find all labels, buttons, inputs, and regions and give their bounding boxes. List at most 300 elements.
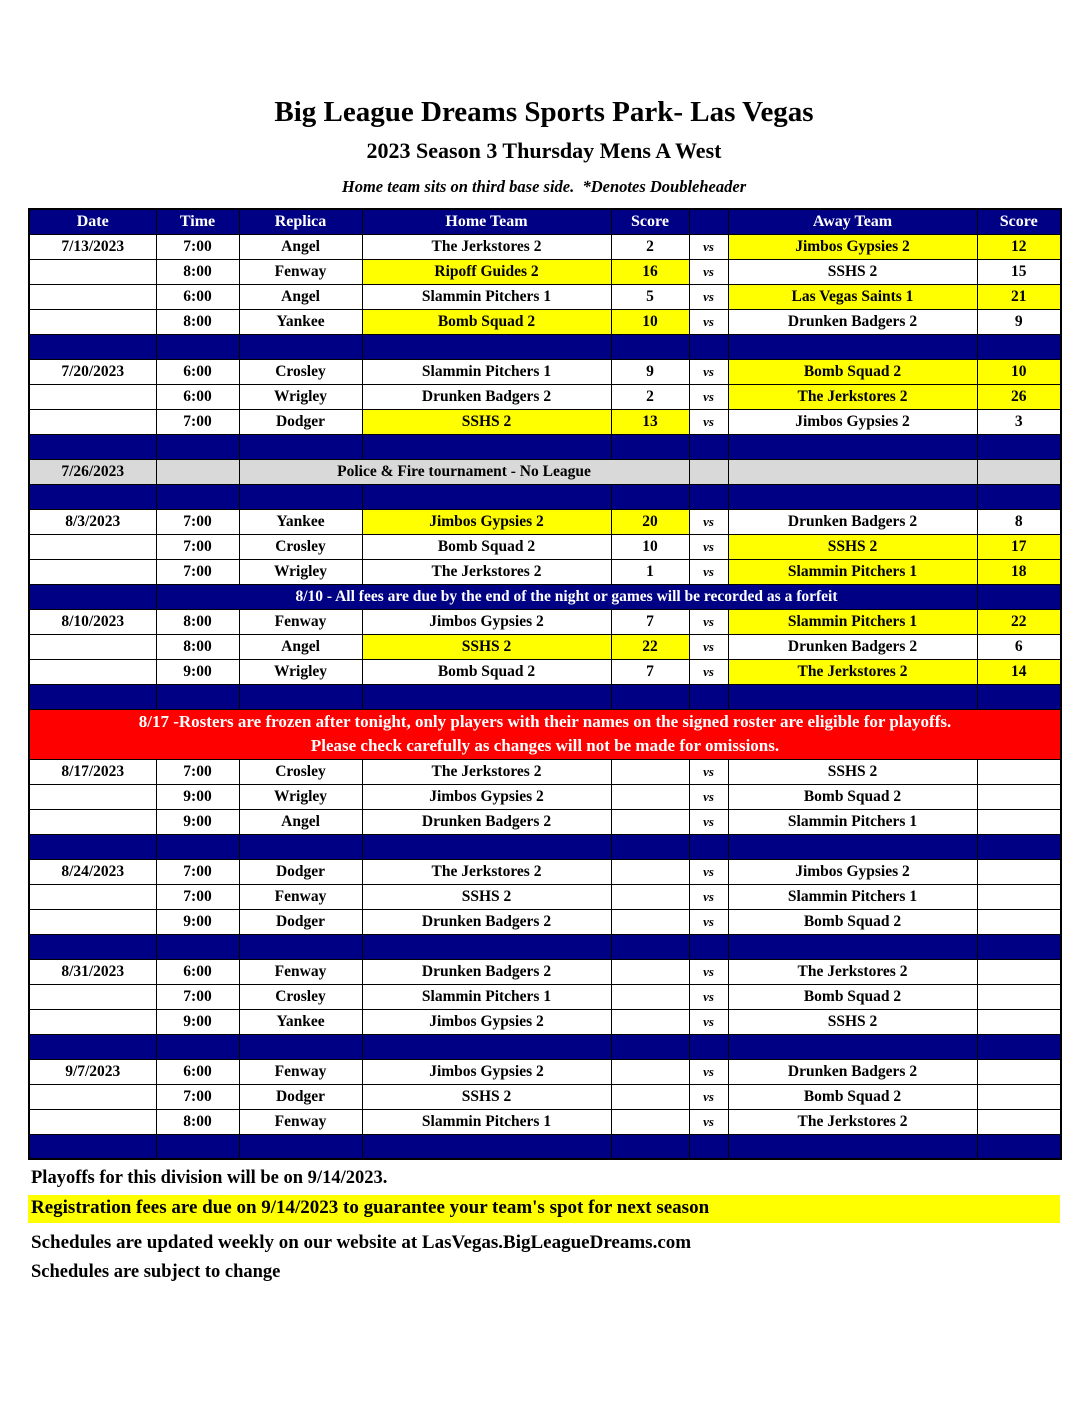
separator-cell	[156, 934, 239, 959]
replica-cell: Angel	[239, 234, 362, 259]
separator-cell	[29, 1134, 156, 1159]
website-note: Schedules are updated weekly on our website at LasVegas.BigLeagueDreams.com	[31, 1232, 692, 1254]
separator-cell	[728, 434, 977, 459]
separator-cell	[689, 934, 728, 959]
date-cell	[29, 309, 156, 334]
separator-cell	[362, 934, 611, 959]
separator-row	[29, 434, 1061, 459]
game-row	[29, 1109, 1061, 1134]
game-row	[29, 809, 1061, 834]
away-score-cell	[977, 1059, 1061, 1084]
notice-text-cell: 8/10 - All fees are due by the end of the night or games will be recorded as a forfeit	[156, 584, 977, 609]
away-team-cell: SSHS 2	[728, 259, 977, 284]
time-cell: 8:00	[156, 259, 239, 284]
date-cell: 7/13/2023	[29, 234, 156, 259]
replica-cell: Yankee	[239, 509, 362, 534]
away-team-cell: Drunken Badgers 2	[728, 634, 977, 659]
time-cell	[156, 459, 239, 484]
date-cell	[29, 909, 156, 934]
replica-cell: Fenway	[239, 1059, 362, 1084]
separator-cell	[611, 684, 689, 709]
away-score-cell: 22	[977, 609, 1061, 634]
home-team-cell: Drunken Badgers 2	[362, 909, 611, 934]
home-score-cell	[611, 809, 689, 834]
replica-cell: Angel	[239, 284, 362, 309]
date-cell	[29, 259, 156, 284]
game-row	[29, 534, 1061, 559]
vs-cell: vs	[689, 759, 728, 784]
replica-cell: Crosley	[239, 359, 362, 384]
home-team-cell: Slammin Pitchers 1	[362, 984, 611, 1009]
vs-cell: vs	[689, 1109, 728, 1134]
schedule-content	[28, 0, 1060, 1283]
separator-cell	[156, 834, 239, 859]
vs-cell: vs	[689, 1084, 728, 1109]
separator-cell	[362, 334, 611, 359]
home-score-cell	[611, 759, 689, 784]
replica-cell: Yankee	[239, 309, 362, 334]
separator-cell	[156, 1034, 239, 1059]
separator-cell	[689, 484, 728, 509]
away-score-cell	[977, 984, 1061, 1009]
game-row	[29, 884, 1061, 909]
home-team-cell: Ripoff Guides 2	[362, 259, 611, 284]
away-team-cell: Slammin Pitchers 1	[728, 809, 977, 834]
game-row	[29, 784, 1061, 809]
replica-cell: Crosley	[239, 984, 362, 1009]
away-team-cell: Jimbos Gypsies 2	[728, 859, 977, 884]
banner-line: Please check carefully as changes will not be made for omissions.	[310, 736, 780, 756]
game-row	[29, 284, 1061, 309]
time-cell: 6:00	[156, 359, 239, 384]
game-row	[29, 1009, 1061, 1034]
date-cell: 8/31/2023	[29, 959, 156, 984]
vs-cell: vs	[689, 984, 728, 1009]
home-score-cell	[611, 859, 689, 884]
date-cell	[29, 809, 156, 834]
replica-cell: Fenway	[239, 609, 362, 634]
away-team-cell: Bomb Squad 2	[728, 359, 977, 384]
home-score-cell: 7	[611, 609, 689, 634]
home-team-cell: The Jerkstores 2	[362, 859, 611, 884]
date-cell	[29, 884, 156, 909]
away-score-cell: 26	[977, 384, 1061, 409]
vs-cell: vs	[689, 309, 728, 334]
replica-cell: Crosley	[239, 534, 362, 559]
home-team-cell: The Jerkstores 2	[362, 759, 611, 784]
replica-cell: Wrigley	[239, 659, 362, 684]
separator-cell	[239, 934, 362, 959]
separator-cell	[362, 484, 611, 509]
home-team-cell: Slammin Pitchers 1	[362, 359, 611, 384]
away-score-cell	[977, 959, 1061, 984]
vs-cell: vs	[689, 859, 728, 884]
game-row	[29, 634, 1061, 659]
date-cell	[29, 284, 156, 309]
vs-cell: vs	[689, 409, 728, 434]
col-header-away-score: Score	[977, 209, 1061, 234]
separator-cell	[611, 934, 689, 959]
away-score-cell: 18	[977, 559, 1061, 584]
schedule-table	[28, 208, 1062, 1160]
away-team-cell	[728, 459, 977, 484]
away-team-cell: Drunken Badgers 2	[728, 509, 977, 534]
date-cell: 8/10/2023	[29, 609, 156, 634]
vs-cell: vs	[689, 1059, 728, 1084]
home-score-cell	[611, 1084, 689, 1109]
home-score-cell	[611, 1009, 689, 1034]
vs-cell: vs	[689, 359, 728, 384]
replica-cell: Dodger	[239, 859, 362, 884]
home-score-cell: 5	[611, 284, 689, 309]
notice-row	[29, 584, 1061, 609]
vs-cell: vs	[689, 259, 728, 284]
separator-cell	[239, 334, 362, 359]
away-score-cell: 12	[977, 234, 1061, 259]
home-team-cell: Bomb Squad 2	[362, 309, 611, 334]
separator-cell	[728, 1034, 977, 1059]
separator-cell	[29, 434, 156, 459]
separator-cell	[362, 684, 611, 709]
vs-cell: vs	[689, 909, 728, 934]
away-score-cell	[977, 1009, 1061, 1034]
separator-cell	[689, 1034, 728, 1059]
vs-cell: vs	[689, 384, 728, 409]
away-score-cell: 10	[977, 359, 1061, 384]
away-team-cell: The Jerkstores 2	[728, 384, 977, 409]
game-row	[29, 1059, 1061, 1084]
game-row	[29, 309, 1061, 334]
separator-cell	[728, 334, 977, 359]
home-score-cell	[611, 909, 689, 934]
separator-cell	[239, 1034, 362, 1059]
home-team-cell: Drunken Badgers 2	[362, 959, 611, 984]
time-cell: 8:00	[156, 634, 239, 659]
date-cell	[29, 559, 156, 584]
separator-cell	[728, 484, 977, 509]
away-team-cell: Jimbos Gypsies 2	[728, 234, 977, 259]
away-score-cell	[977, 1084, 1061, 1109]
banner-line: 8/17 -Rosters are frozen after tonight, only players with their names on the signed roster are eligible for playoffs.	[138, 712, 952, 732]
date-cell	[29, 984, 156, 1009]
home-score-cell: 10	[611, 309, 689, 334]
home-team-cell: The Jerkstores 2	[362, 234, 611, 259]
separator-cell	[689, 1134, 728, 1159]
vs-cell: vs	[689, 884, 728, 909]
away-team-cell: Drunken Badgers 2	[728, 309, 977, 334]
game-row	[29, 509, 1061, 534]
home-score-cell	[611, 784, 689, 809]
home-score-cell: 22	[611, 634, 689, 659]
replica-cell: Angel	[239, 809, 362, 834]
separator-cell	[689, 434, 728, 459]
vs-cell: vs	[689, 559, 728, 584]
separator-cell	[29, 834, 156, 859]
time-cell: 7:00	[156, 759, 239, 784]
away-team-cell: The Jerkstores 2	[728, 659, 977, 684]
home-team-cell: Bomb Squad 2	[362, 659, 611, 684]
time-cell: 6:00	[156, 1059, 239, 1084]
separator-cell	[689, 834, 728, 859]
home-team-cell: Jimbos Gypsies 2	[362, 609, 611, 634]
separator-cell	[239, 684, 362, 709]
away-team-cell: Slammin Pitchers 1	[728, 609, 977, 634]
time-cell: 9:00	[156, 784, 239, 809]
home-score-cell: 7	[611, 659, 689, 684]
game-row	[29, 859, 1061, 884]
time-cell: 7:00	[156, 234, 239, 259]
game-row	[29, 259, 1061, 284]
away-team-cell: Bomb Squad 2	[728, 1084, 977, 1109]
home-score-cell: 16	[611, 259, 689, 284]
home-team-cell: Jimbos Gypsies 2	[362, 1059, 611, 1084]
game-row	[29, 959, 1061, 984]
home-score-cell	[611, 1059, 689, 1084]
home-team-cell: Drunken Badgers 2	[362, 384, 611, 409]
date-cell: 9/7/2023	[29, 1059, 156, 1084]
time-cell: 9:00	[156, 659, 239, 684]
time-cell: 6:00	[156, 959, 239, 984]
away-score-cell	[977, 459, 1061, 484]
vs-cell: vs	[689, 784, 728, 809]
game-row	[29, 909, 1061, 934]
away-score-cell: 9	[977, 309, 1061, 334]
col-header-replica: Replica	[239, 209, 362, 234]
home-team-cell: The Jerkstores 2	[362, 559, 611, 584]
separator-cell	[29, 334, 156, 359]
replica-cell: Wrigley	[239, 559, 362, 584]
banner-cell	[29, 709, 1061, 759]
home-score-cell: 1	[611, 559, 689, 584]
game-row	[29, 359, 1061, 384]
vs-cell: vs	[689, 509, 728, 534]
separator-cell	[611, 434, 689, 459]
away-team-cell: Drunken Badgers 2	[728, 1059, 977, 1084]
home-team-cell: SSHS 2	[362, 884, 611, 909]
replica-cell: Crosley	[239, 759, 362, 784]
home-score-cell: 20	[611, 509, 689, 534]
col-header-time: Time	[156, 209, 239, 234]
time-cell: 7:00	[156, 534, 239, 559]
vs-cell: vs	[689, 234, 728, 259]
away-score-cell: 14	[977, 659, 1061, 684]
replica-cell: Fenway	[239, 259, 362, 284]
replica-cell: Dodger	[239, 409, 362, 434]
replica-cell: Dodger	[239, 909, 362, 934]
away-team-cell: The Jerkstores 2	[728, 959, 977, 984]
col-header-home-team: Home Team	[362, 209, 611, 234]
date-cell: 8/17/2023	[29, 759, 156, 784]
header-row	[29, 209, 1061, 234]
separator-cell	[29, 934, 156, 959]
game-row	[29, 234, 1061, 259]
date-cell	[29, 534, 156, 559]
game-row	[29, 409, 1061, 434]
separator-cell	[611, 334, 689, 359]
away-score-cell: 15	[977, 259, 1061, 284]
separator-cell	[29, 1034, 156, 1059]
separator-cell	[977, 834, 1061, 859]
playoffs-note: Playoffs for this division will be on 9/14/2023.	[31, 1168, 388, 1189]
away-score-cell	[977, 759, 1061, 784]
away-score-cell: 6	[977, 634, 1061, 659]
subject-to-change-note: Schedules are subject to change	[31, 1262, 281, 1283]
home-score-cell	[611, 1109, 689, 1134]
game-row	[29, 609, 1061, 634]
game-row	[29, 559, 1061, 584]
home-team-cell: Drunken Badgers 2	[362, 809, 611, 834]
date-cell	[29, 584, 156, 609]
separator-cell	[977, 1134, 1061, 1159]
away-team-cell: Slammin Pitchers 1	[728, 559, 977, 584]
vs-cell: vs	[689, 284, 728, 309]
game-row	[29, 1084, 1061, 1109]
page-subtitle: 2023 Season 3 Thursday Mens A West	[366, 138, 722, 164]
home-score-cell: 9	[611, 359, 689, 384]
separator-cell	[29, 684, 156, 709]
date-cell	[29, 409, 156, 434]
separator-row	[29, 684, 1061, 709]
date-cell	[29, 1109, 156, 1134]
separator-cell	[977, 684, 1061, 709]
banner-row	[29, 709, 1061, 759]
separator-cell	[728, 684, 977, 709]
separator-cell	[611, 1134, 689, 1159]
away-score-cell	[977, 884, 1061, 909]
time-cell: 9:00	[156, 809, 239, 834]
time-cell: 7:00	[156, 409, 239, 434]
away-team-cell: Las Vegas Saints 1	[728, 284, 977, 309]
away-team-cell: Bomb Squad 2	[728, 784, 977, 809]
away-team-cell: Jimbos Gypsies 2	[728, 409, 977, 434]
separator-cell	[239, 484, 362, 509]
separator-cell	[977, 934, 1061, 959]
separator-cell	[156, 1134, 239, 1159]
away-team-cell: Bomb Squad 2	[728, 984, 977, 1009]
separator-cell	[689, 334, 728, 359]
notice-row	[29, 459, 1061, 484]
separator-cell	[239, 834, 362, 859]
separator-cell	[239, 1134, 362, 1159]
game-row	[29, 384, 1061, 409]
schedule-body	[29, 234, 1061, 1159]
time-cell: 8:00	[156, 609, 239, 634]
replica-cell: Dodger	[239, 1084, 362, 1109]
time-cell: 8:00	[156, 1109, 239, 1134]
time-cell: 7:00	[156, 859, 239, 884]
separator-cell	[611, 1034, 689, 1059]
separator-cell	[977, 434, 1061, 459]
home-score-cell: 2	[611, 384, 689, 409]
home-score-cell: 2	[611, 234, 689, 259]
vs-cell	[689, 459, 728, 484]
away-team-cell: SSHS 2	[728, 759, 977, 784]
separator-cell	[977, 1034, 1061, 1059]
home-team-cell: SSHS 2	[362, 409, 611, 434]
time-cell: 7:00	[156, 884, 239, 909]
date-cell	[29, 634, 156, 659]
time-cell: 7:00	[156, 1084, 239, 1109]
date-cell: 8/24/2023	[29, 859, 156, 884]
separator-row	[29, 484, 1061, 509]
separator-cell	[977, 334, 1061, 359]
col-header-date: Date	[29, 209, 156, 234]
time-cell: 9:00	[156, 909, 239, 934]
separator-cell	[29, 484, 156, 509]
date-cell: 7/20/2023	[29, 359, 156, 384]
away-score-cell: 8	[977, 509, 1061, 534]
away-team-cell: SSHS 2	[728, 534, 977, 559]
vs-cell: vs	[689, 634, 728, 659]
separator-cell	[156, 334, 239, 359]
replica-cell: Fenway	[239, 959, 362, 984]
separator-row	[29, 1034, 1061, 1059]
col-header-vs	[689, 209, 728, 234]
time-cell: 7:00	[156, 509, 239, 534]
replica-cell: Wrigley	[239, 784, 362, 809]
game-row	[29, 759, 1061, 784]
col-header-away-team: Away Team	[728, 209, 977, 234]
date-cell	[29, 784, 156, 809]
replica-cell: Fenway	[239, 1109, 362, 1134]
vs-cell: vs	[689, 659, 728, 684]
separator-cell	[362, 834, 611, 859]
separator-row	[29, 1134, 1061, 1159]
registration-note: Registration fees are due on 9/14/2023 to guarantee your team's spot for next season	[28, 1195, 1060, 1223]
separator-cell	[362, 434, 611, 459]
replica-cell: Fenway	[239, 884, 362, 909]
home-team-cell: Jimbos Gypsies 2	[362, 509, 611, 534]
vs-cell: vs	[689, 959, 728, 984]
home-team-cell: Jimbos Gypsies 2	[362, 784, 611, 809]
time-cell: 8:00	[156, 309, 239, 334]
away-score-cell	[977, 1109, 1061, 1134]
time-cell: 7:00	[156, 559, 239, 584]
separator-cell	[156, 484, 239, 509]
vs-cell: vs	[689, 809, 728, 834]
away-score-cell	[977, 809, 1061, 834]
away-score-cell	[977, 584, 1061, 609]
away-team-cell: Bomb Squad 2	[728, 909, 977, 934]
home-score-cell	[611, 959, 689, 984]
away-score-cell: 21	[977, 284, 1061, 309]
separator-cell	[728, 934, 977, 959]
time-cell: 9:00	[156, 1009, 239, 1034]
home-team-cell: Bomb Squad 2	[362, 534, 611, 559]
away-score-cell: 3	[977, 409, 1061, 434]
separator-cell	[239, 434, 362, 459]
separator-cell	[728, 834, 977, 859]
home-score-cell: 13	[611, 409, 689, 434]
page-title: Big League Dreams Sports Park- Las Vegas	[274, 96, 814, 128]
replica-cell: Wrigley	[239, 384, 362, 409]
home-score-cell: 10	[611, 534, 689, 559]
separator-row	[29, 334, 1061, 359]
away-team-cell: Slammin Pitchers 1	[728, 884, 977, 909]
home-team-note: Home team sits on third base side. *Denotes Doubleheader	[341, 177, 747, 197]
home-team-cell: SSHS 2	[362, 1084, 611, 1109]
separator-cell	[611, 834, 689, 859]
away-score-cell	[977, 909, 1061, 934]
separator-cell	[728, 1134, 977, 1159]
replica-cell: Angel	[239, 634, 362, 659]
col-header-home-score: Score	[611, 209, 689, 234]
date-cell	[29, 659, 156, 684]
separator-cell	[977, 484, 1061, 509]
date-cell	[29, 1009, 156, 1034]
separator-cell	[362, 1034, 611, 1059]
home-team-cell: Jimbos Gypsies 2	[362, 1009, 611, 1034]
